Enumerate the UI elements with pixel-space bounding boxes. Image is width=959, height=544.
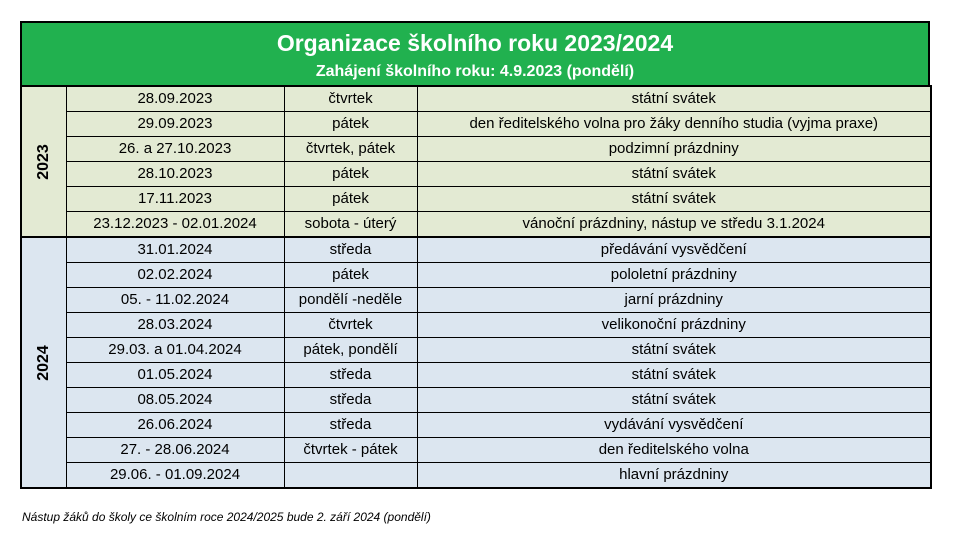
day-cell: pátek bbox=[284, 263, 417, 288]
date-cell: 08.05.2024 bbox=[66, 388, 284, 413]
table-row bbox=[21, 413, 931, 438]
year-cell bbox=[21, 86, 66, 237]
event-cell: státní svátek bbox=[417, 388, 931, 413]
table-row bbox=[21, 338, 931, 363]
day-cell: pátek bbox=[284, 162, 417, 187]
event-cell: vánoční prázdniny, nástup ve středu 3.1.2024 bbox=[417, 212, 931, 238]
event-cell: podzimní prázdniny bbox=[417, 137, 931, 162]
table-row bbox=[21, 162, 931, 187]
event-cell: pololetní prázdniny bbox=[417, 263, 931, 288]
date-cell: 17.11.2023 bbox=[66, 187, 284, 212]
schedule-table bbox=[20, 85, 932, 489]
date-cell: 28.10.2023 bbox=[66, 162, 284, 187]
table-row bbox=[21, 212, 931, 238]
event-cell: velikonoční prázdniny bbox=[417, 313, 931, 338]
day-cell: čtvrtek bbox=[284, 313, 417, 338]
event-cell: státní svátek bbox=[417, 338, 931, 363]
year-label: 2024 bbox=[34, 344, 52, 381]
event-cell: státní svátek bbox=[417, 187, 931, 212]
date-cell: 01.05.2024 bbox=[66, 363, 284, 388]
day-cell: pátek bbox=[284, 187, 417, 212]
event-cell: jarní prázdniny bbox=[417, 288, 931, 313]
event-cell: den ředitelského volna bbox=[417, 438, 931, 463]
date-cell: 05. - 11.02.2024 bbox=[66, 288, 284, 313]
table-row bbox=[21, 137, 931, 162]
school-year-start: Zahájení školního roku: 4.9.2023 (pondělí) bbox=[315, 63, 635, 80]
date-cell: 29.09.2023 bbox=[66, 112, 284, 137]
table-row bbox=[21, 86, 931, 112]
table-row bbox=[21, 112, 931, 137]
day-cell: středa bbox=[284, 413, 417, 438]
date-cell: 31.01.2024 bbox=[66, 237, 284, 263]
year-label: 2023 bbox=[34, 143, 52, 180]
date-cell: 28.03.2024 bbox=[66, 313, 284, 338]
event-cell: vydávání vysvědčení bbox=[417, 413, 931, 438]
day-cell: středa bbox=[284, 237, 417, 263]
day-cell: středa bbox=[284, 388, 417, 413]
event-cell: státní svátek bbox=[417, 363, 931, 388]
event-cell: předávání vysvědčení bbox=[417, 237, 931, 263]
date-cell: 23.12.2023 - 02.01.2024 bbox=[66, 212, 284, 238]
day-cell bbox=[284, 463, 417, 489]
event-cell: státní svátek bbox=[417, 86, 931, 112]
table-row bbox=[21, 237, 931, 263]
school-year-sheet bbox=[20, 21, 930, 489]
day-cell: pondělí -neděle bbox=[284, 288, 417, 313]
table-row bbox=[21, 288, 931, 313]
page-title: Organizace školního roku 2023/2024 bbox=[276, 30, 674, 56]
table-row bbox=[21, 363, 931, 388]
day-cell: středa bbox=[284, 363, 417, 388]
day-cell: pátek bbox=[284, 112, 417, 137]
day-cell: sobota - úterý bbox=[284, 212, 417, 238]
day-cell: čtvrtek, pátek bbox=[284, 137, 417, 162]
year-cell bbox=[21, 237, 66, 488]
date-cell: 28.09.2023 bbox=[66, 86, 284, 112]
date-cell: 02.02.2024 bbox=[66, 263, 284, 288]
date-cell: 29.03. a 01.04.2024 bbox=[66, 338, 284, 363]
day-cell: pátek, pondělí bbox=[284, 338, 417, 363]
date-cell: 29.06. - 01.09.2024 bbox=[66, 463, 284, 489]
table-row bbox=[21, 263, 931, 288]
day-cell: čtvrtek - pátek bbox=[284, 438, 417, 463]
date-cell: 26.06.2024 bbox=[66, 413, 284, 438]
event-cell: státní svátek bbox=[417, 162, 931, 187]
table-row bbox=[21, 438, 931, 463]
table-row bbox=[21, 463, 931, 489]
table-row bbox=[21, 313, 931, 338]
day-cell: čtvrtek bbox=[284, 86, 417, 112]
date-cell: 27. - 28.06.2024 bbox=[66, 438, 284, 463]
event-cell: den ředitelského volna pro žáky denního studia (vyjma praxe) bbox=[417, 112, 931, 137]
date-cell: 26. a 27.10.2023 bbox=[66, 137, 284, 162]
sheet-header bbox=[20, 21, 930, 85]
table-row bbox=[21, 388, 931, 413]
footer-note: Nástup žáků do školy ce školním roce 2024/2025 bude 2. září 2024 (pondělí) bbox=[22, 510, 431, 524]
table-row bbox=[21, 187, 931, 212]
event-cell: hlavní prázdniny bbox=[417, 463, 931, 489]
